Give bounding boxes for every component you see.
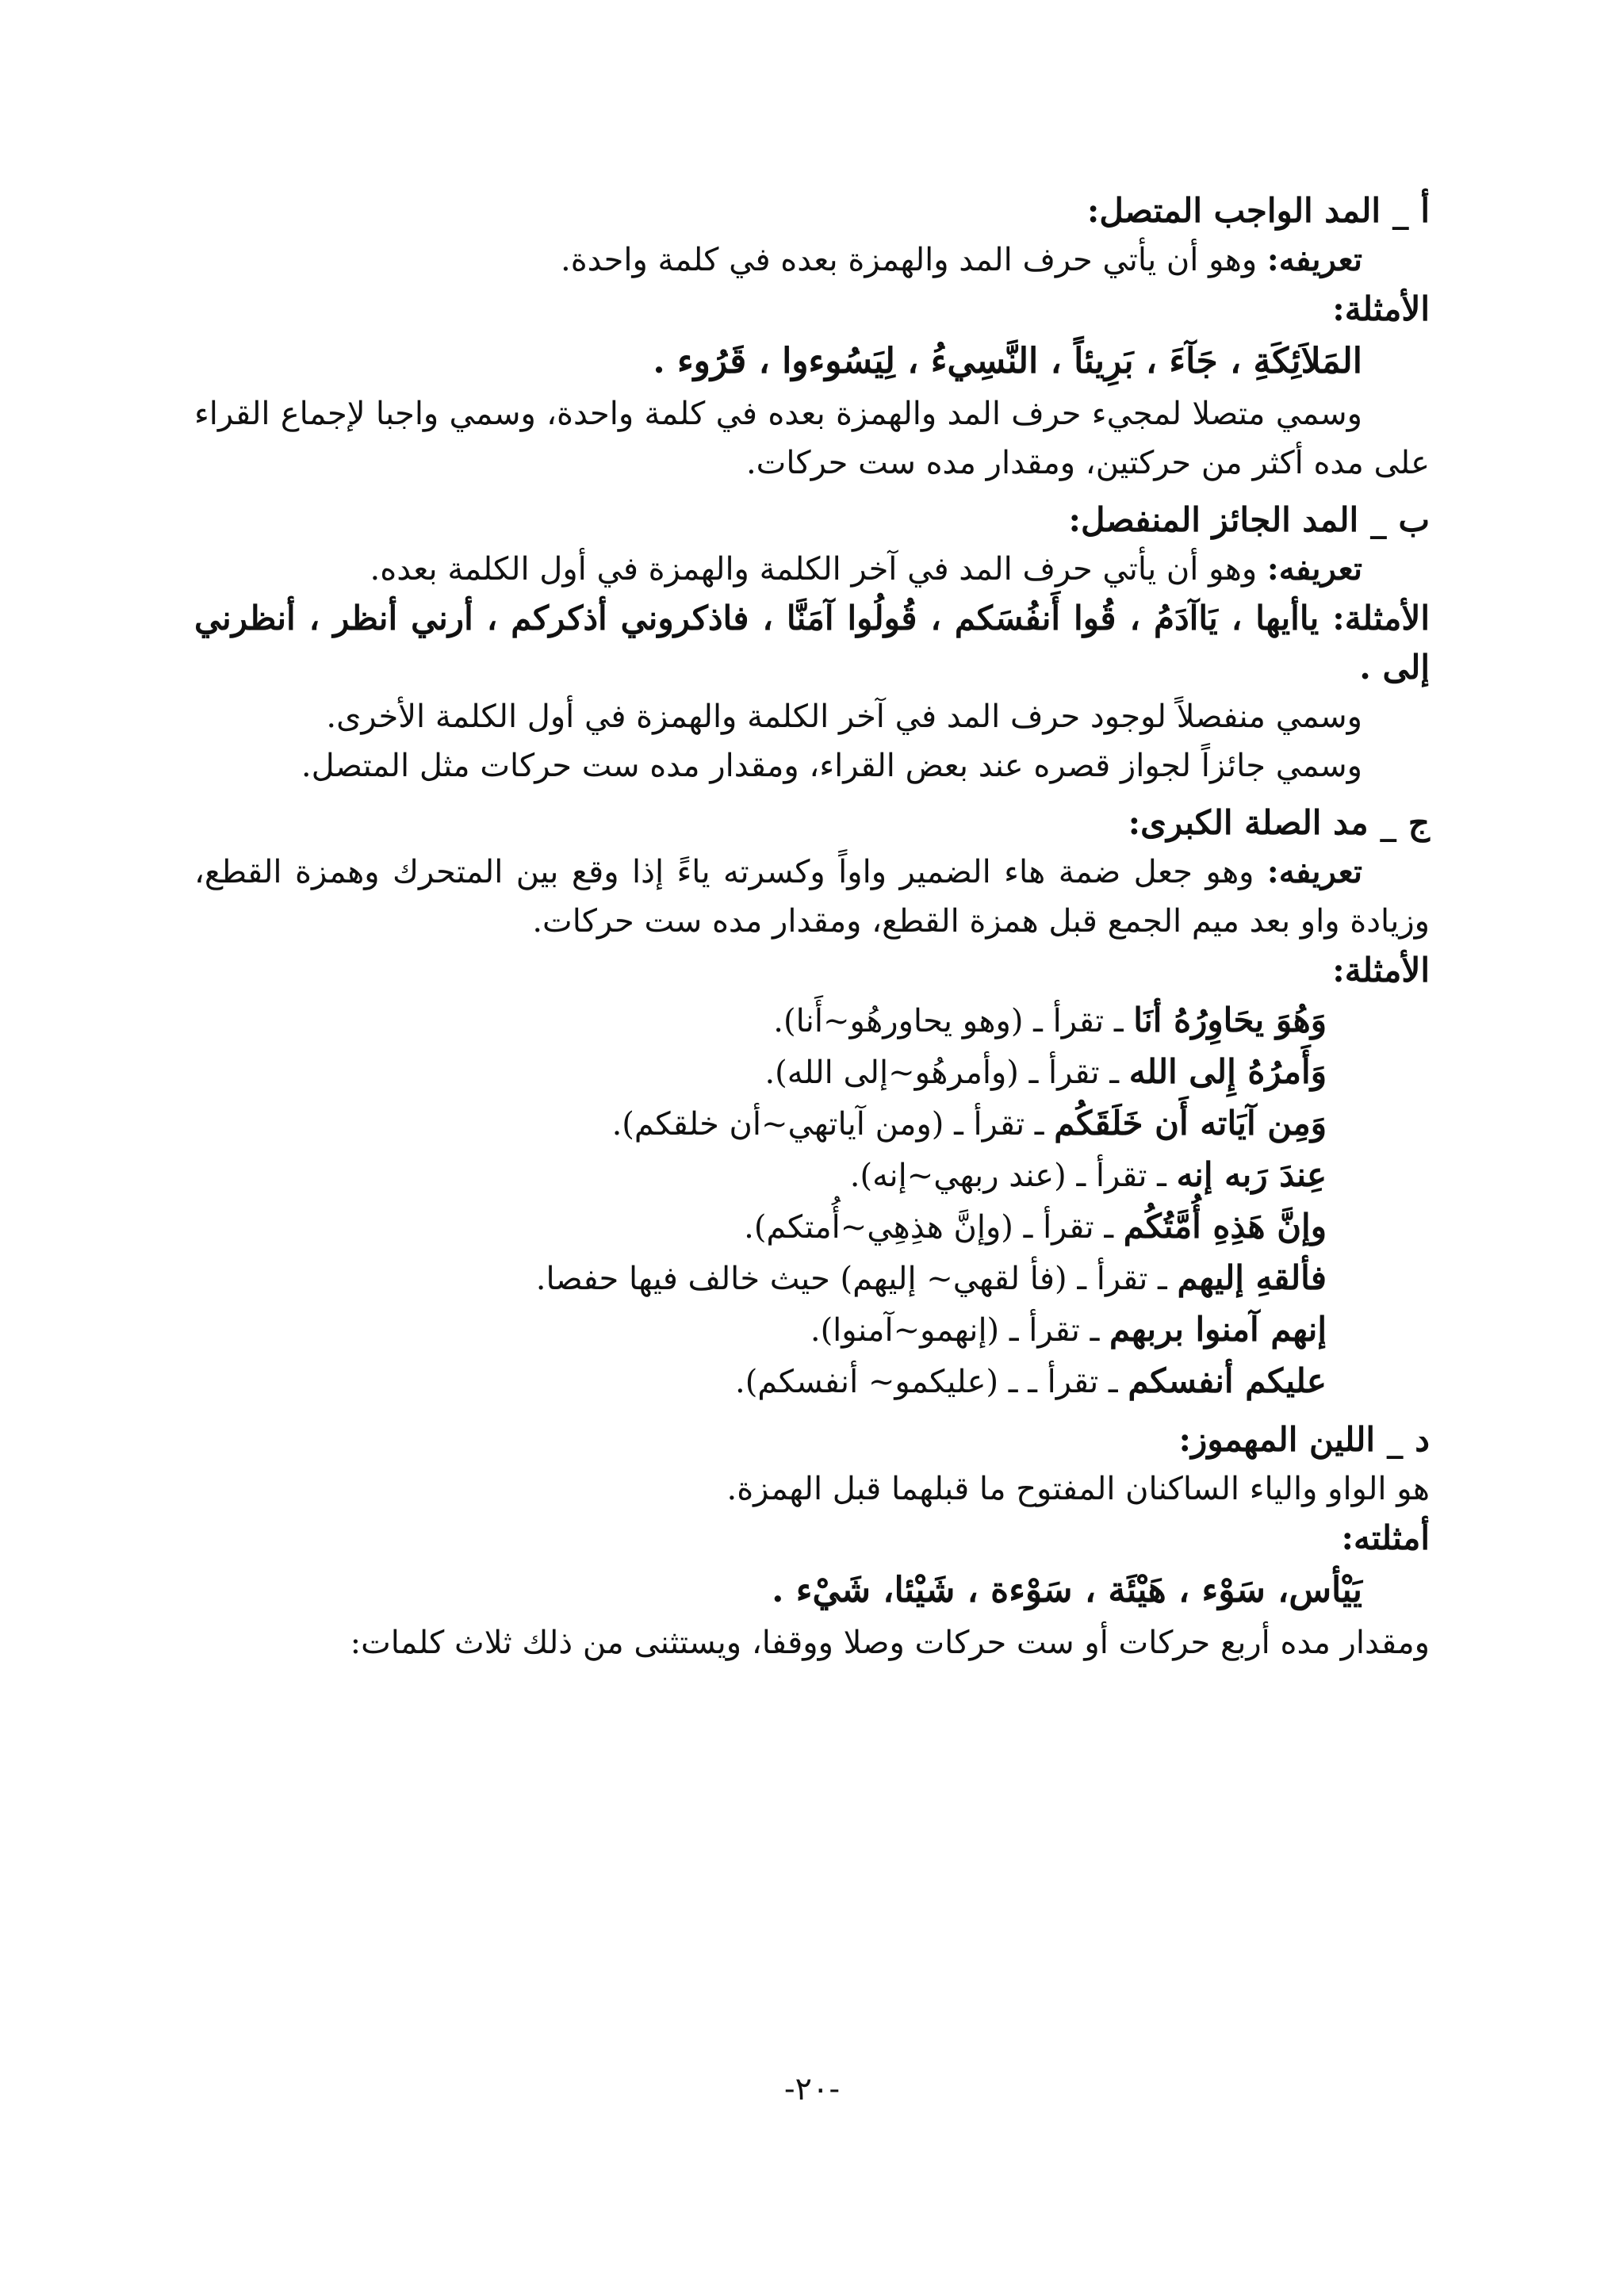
page-number: -٢٠-: [784, 2071, 840, 2107]
section-d-note: ومقدار مده أربع حركات أو ست حركات وصلا ووقفا، ويستثنى من ذلك ثلاث كلمات:: [350, 1625, 1430, 1661]
example-row: [194, 1304, 1327, 1356]
example-word: وإنَّ هَذِهِ أُمَّتُكُم: [1123, 1207, 1327, 1246]
example-row: [194, 995, 1327, 1047]
definition-text: وهو أن يأتي حرف المد في آخر الكلمة والهمزة في أول الكلمة بعده.: [370, 551, 1267, 588]
example-word: إنهم آمنوا بربهم: [1109, 1310, 1327, 1349]
section-b-definition: [194, 545, 1430, 594]
definition-text: وهو أن يأتي حرف المد والهمزة بعده في كلمة واحدة.: [561, 242, 1267, 278]
example-reading: ـ تقرأ ـ (وإنَّ هذِهِي~أُمتكم).: [744, 1209, 1124, 1246]
definition-text: وهو جعل ضمة هاء الضمير واواً وكسرته ياءً إذا وقع بين المتحرك وهمزة القطع، وزيادة واو بعد ميم الجمع قبل همزة القطع، ومقدار مده ست حركات.: [194, 854, 1430, 940]
section-a-examples-label: الأمثلة:: [1332, 289, 1430, 328]
example-reading: ـ تقرأ ـ (إنهمو~آمنوا).: [810, 1312, 1110, 1349]
example-row: [194, 1253, 1327, 1304]
section-b-examples: [194, 594, 1430, 692]
section-c-examples-list: [194, 995, 1430, 1407]
examples-text: ياأيها ، يَاآدَمُ ، قُوا أَنفُسَكم ، قُولُوا آمَنَّا ، فاذكروني أذكركم ، أرني أنظر ، أنظرني إلى .: [194, 599, 1430, 687]
examples-label: الأمثلة:: [1332, 599, 1430, 637]
example-word: فألقهِ إليهم: [1177, 1258, 1327, 1297]
example-word: عِندَ رَبه إنه: [1176, 1155, 1327, 1194]
example-reading: ـ تقرأ ـ (وهو يحاورهُو~أَنا).: [773, 1003, 1134, 1039]
definition-label: تعريفه:: [1266, 550, 1362, 588]
section-c-examples-label: الأمثلة:: [1332, 951, 1430, 990]
example-reading: ـ تقرأ ـ (فأ لقهي~ إليهم) حيث خالف فيها حفصا.: [535, 1261, 1178, 1297]
section-b-note-1: وسمي منفصلاً لوجود حرف المد في آخر الكلمة والهمزة في أول الكلمة الأخرى.: [326, 699, 1362, 735]
section-b-heading: ب _ المد الجائز المنفصل:: [1068, 500, 1430, 539]
example-row: [194, 1356, 1327, 1407]
section-a-examples: المَلاَئِكَةِ ، جَآءَ ، بَرِيئاً ، النَّسِيءُ ، لِيَسُوءوا ، قَرُوء .: [653, 341, 1362, 381]
section-d-definition: هو الواو والياء الساكنان المفتوح ما قبلهما قبل الهمزة.: [726, 1471, 1430, 1507]
section-c-definition: [194, 848, 1430, 946]
example-reading: ـ تقرأ ـ (وأمرهُو~إلى الله).: [764, 1055, 1129, 1091]
example-row: [194, 1150, 1327, 1201]
section-d-examples-label: أمثلته:: [1341, 1518, 1430, 1557]
section-d-examples: يَيْأس، سَوْء ، هَيْئَة ، سَوْءة ، شَيْئا، شَيْء .: [772, 1570, 1362, 1610]
example-word: وَمِن آيَاته أَن خَلَقَكُم: [1054, 1104, 1327, 1143]
example-row: [194, 1047, 1327, 1098]
example-reading: ـ تقرأ ـ (عند ربهي~إنه).: [849, 1158, 1177, 1194]
definition-label: تعريفه:: [1266, 241, 1362, 278]
example-row: [194, 1201, 1327, 1253]
example-reading: ـ تقرأ ـ ـ (عليكمو~ أنفسكم).: [734, 1364, 1128, 1400]
section-a-note: وسمي متصلا لمجيء حرف المد والهمزة بعده في كلمة واحدة، وسمي واجبا لإجماع القراء على مده أكثر من حركتين، ومقدار مده ست حركات.: [194, 396, 1430, 481]
example-word: وَأَمرُهُ إِلى الله: [1128, 1052, 1327, 1091]
section-d-heading: د _ اللين المهموز:: [1178, 1420, 1430, 1459]
definition-label: تعريفه:: [1266, 853, 1362, 890]
example-word: عليكم أنفسكم: [1128, 1361, 1327, 1400]
document-page: [194, 178, 1430, 1667]
section-c-heading: ج _ مد الصلة الكبرى:: [1128, 803, 1430, 842]
section-a-heading: أ _ المد الواجب المتصل:: [1086, 191, 1430, 230]
example-reading: ـ تقرأ ـ (ومن آياتهي~أن خلقكم).: [611, 1106, 1055, 1143]
example-row: [194, 1098, 1327, 1150]
section-b-note-2: وسمي جائزاً لجواز قصره عند بعض القراء، ومقدار مده ست حركات مثل المتصل.: [301, 748, 1362, 784]
section-a-definition: [194, 235, 1430, 285]
example-word: وَهُوَ يحَاوِرُهُ أنَا: [1133, 1001, 1327, 1039]
